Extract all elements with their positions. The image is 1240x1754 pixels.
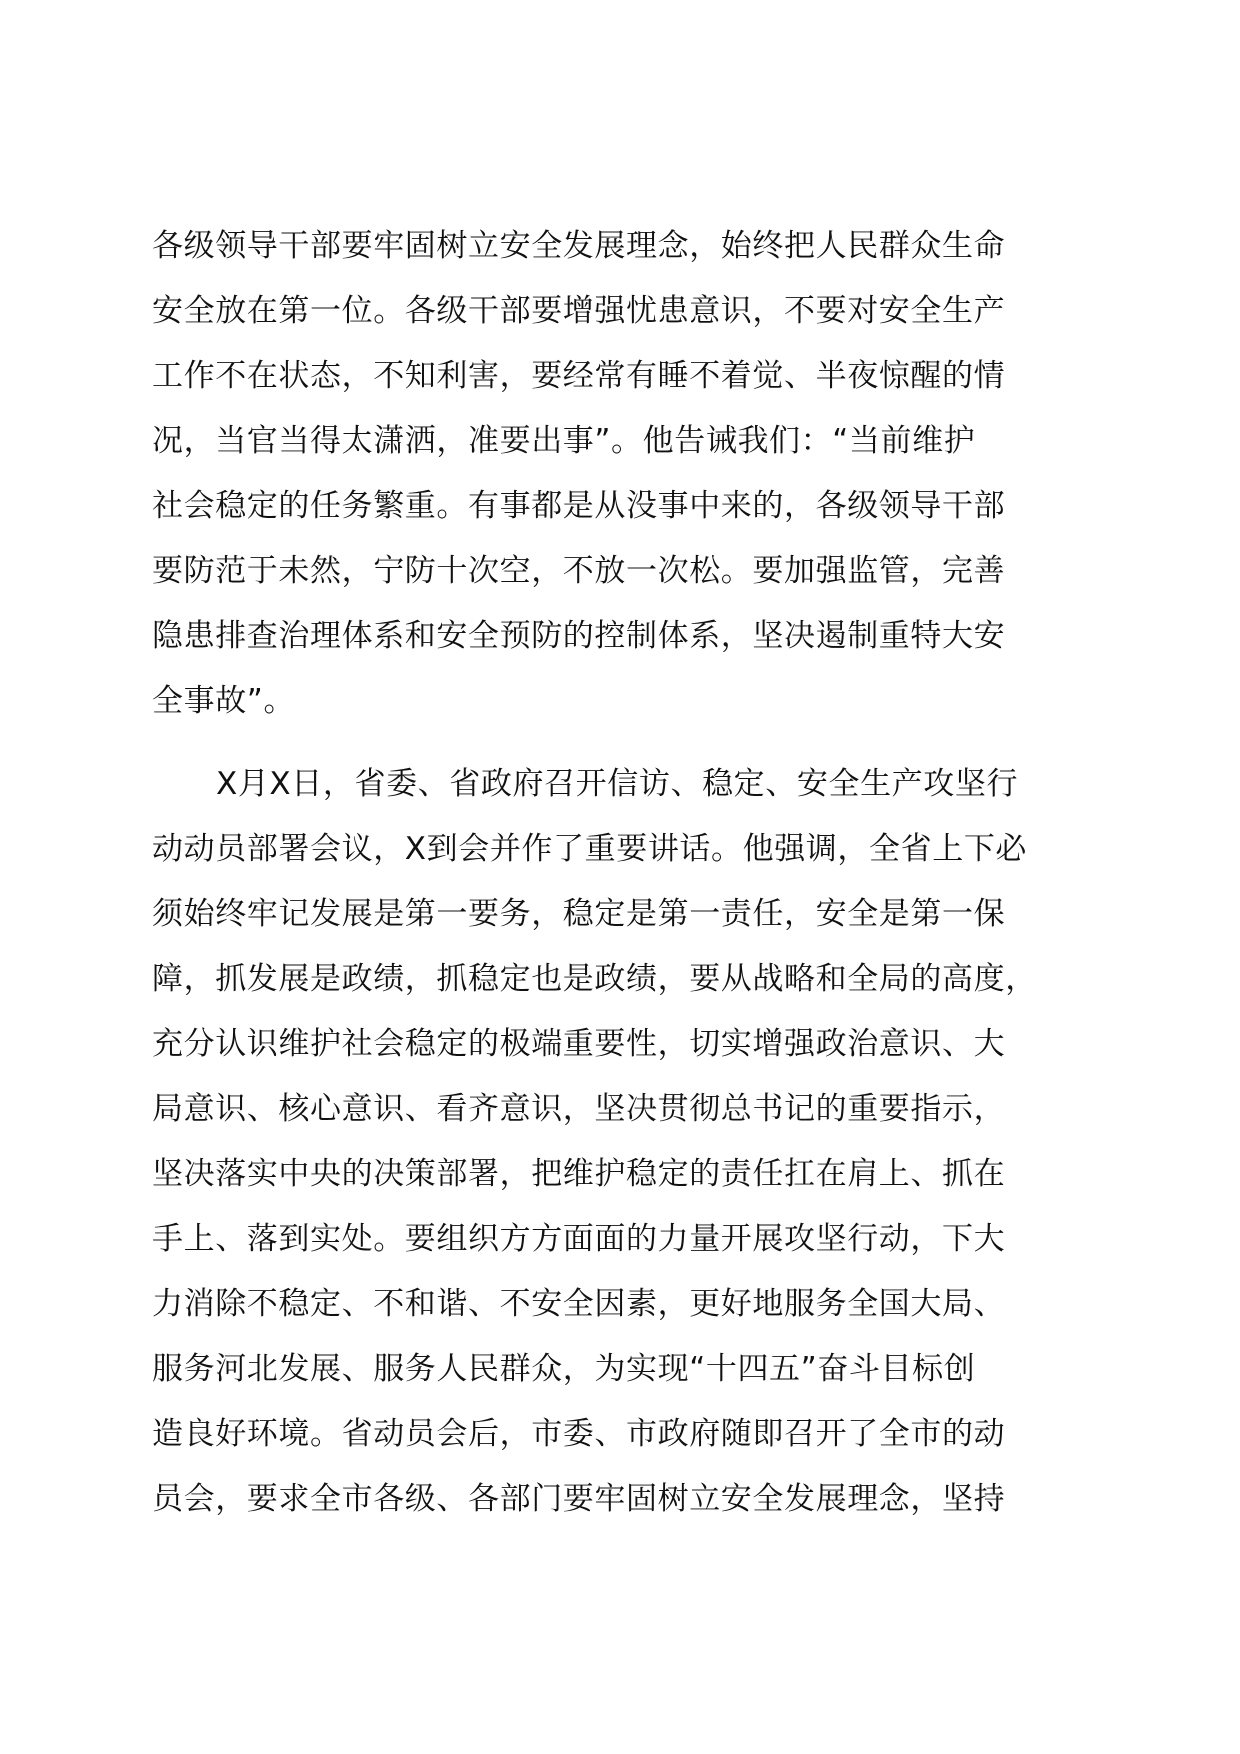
text-line: 隐患排查治理体系和安全预防的控制体系，坚决遏制重特大安 [152, 618, 1006, 654]
text-line: 力消除不稳定、不和谐、不安全因素，更好地服务全国大局、 [152, 1286, 1006, 1322]
text-line: 坚决落实中央的决策部署，把维护稳定的责任扛在肩上、抓在 [152, 1156, 1006, 1192]
text-line: 须始终牢记发展是第一要务，稳定是第一责任，安全是第一保 [152, 896, 1006, 932]
text-line: 充分认识维护社会稳定的极端重要性，切实增强政治意识、大 [152, 1026, 1006, 1062]
text-line: 员会，要求全市各级、各部门要牢固树立安全发展理念，坚持 [152, 1481, 1006, 1517]
text-line: 动动员部署会议，X到会并作了重要讲话。他强调，全省上下必 [152, 831, 1028, 867]
text-line: 社会稳定的任务繁重。有事都是从没事中来的，各级领导干部 [152, 488, 1006, 524]
text-line: 手上、落到实处。要组织方方面面的力量开展攻坚行动，下大 [152, 1221, 1006, 1257]
text-line: 工作不在状态，不知利害，要经常有睡不着觉、半夜惊醒的情 [152, 358, 1006, 394]
text-line: X月X日，省委、省政府召开信访、稳定、安全生产攻坚行 [216, 766, 1019, 802]
text-line: 服务河北发展、服务人民群众，为实现“十四五”奋斗目标创 [152, 1351, 976, 1387]
paragraph [152, 752, 1112, 1532]
text-line: 障，抓发展是政绩，抓稳定也是政绩，要从战略和全局的高度， [152, 961, 1037, 997]
text-line: 局意识、核心意识、看齐意识，坚决贯彻总书记的重要指示， [152, 1091, 1006, 1127]
text-line: 要防范于未然，宁防十次空，不放一次松。要加强监管，完善 [152, 553, 1006, 589]
text-line: 各级领导干部要牢固树立安全发展理念，始终把人民群众生命 [152, 228, 1006, 264]
paragraph [152, 214, 1112, 734]
text-line: 全事故”。 [152, 683, 296, 719]
text-line: 造良好环境。省动员会后，市委、市政府随即召开了全市的动 [152, 1416, 1006, 1452]
text-line: 安全放在第一位。各级干部要增强忧患意识，不要对安全生产 [152, 293, 1006, 329]
text-line: 况，当官当得太潇洒，准要出事”。他告诫我们：“当前维护 [152, 423, 976, 459]
